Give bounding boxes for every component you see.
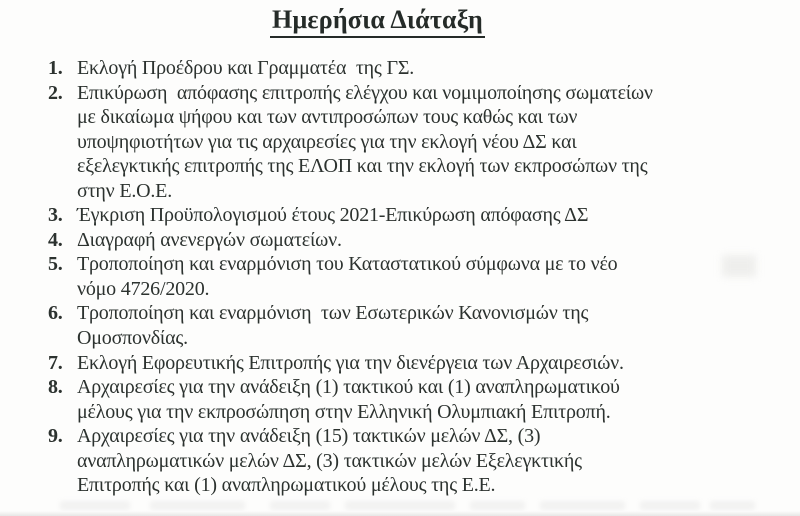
text-line: Επιτροπής και (1) αναπληρωματικού μέλους της Ε.Ε.: [77, 474, 496, 497]
text-line: υποψηφιοτήτων για τις αρχαιρεσίες για την εκλογή νέου ΔΣ και: [77, 130, 577, 153]
text-line: Ομοσπονδίας.: [77, 327, 188, 350]
list-item-text: [77, 228, 342, 253]
text-line: Τροποποίηση και εναρμόνιση των Εσωτερικών Κανονισμών της: [77, 302, 589, 325]
list-item-number: 5.: [48, 253, 63, 276]
list-item: [48, 56, 778, 81]
list-item: [48, 424, 778, 498]
text-line: Αρχαιρεσίες για την ανάδειξη (1) τακτικού και (1) αναπληρωματικού: [77, 376, 620, 399]
list-item-text: [77, 424, 582, 498]
title-container: [0, 5, 755, 38]
text-line: Έγκριση Προϋπολογισμού έτους 2021-Επικύρωση απόφασης ΔΣ: [77, 204, 589, 227]
text-line: Εκλογή Εφορευτικής Επιτροπής για την διενέργεια των Αρχαιρεσιών.: [77, 351, 624, 374]
text-line: Τροποποίηση και εναρμόνιση του Καταστατικού σύμφωνα με το νέο: [77, 253, 618, 276]
scan-artifact: [722, 255, 756, 277]
list-item: [48, 81, 778, 204]
list-item-number: 8.: [48, 376, 63, 399]
list-item-number: 6.: [48, 302, 63, 325]
page-title: Ημερήσια Διάταξη: [270, 5, 485, 38]
list-item: [48, 252, 778, 301]
list-item-text: [77, 301, 588, 350]
list-item-text: [77, 81, 653, 204]
list-item-number: 7.: [48, 351, 63, 374]
text-line: νόμο 4726/2020.: [77, 277, 210, 300]
text-line: αναπληρωματικών μελών ΔΣ, (3) τακτικών μελών Εξελεγκτικής: [77, 449, 582, 472]
list-item: [48, 301, 778, 350]
text-line: Επικύρωση απόφασης επιτροπής ελέγχου και νομιμοποίησης σωματείων: [77, 81, 653, 104]
text-line: μέλους για την εκπροσώπηση στην Ελληνική Ολυμπιακή Επιτροπή.: [77, 400, 611, 423]
list-item-number: 9.: [48, 425, 63, 448]
text-line: Διαγραφή ανενεργών σωματείων.: [77, 228, 342, 251]
list-item: [48, 228, 778, 253]
list-item: [48, 203, 778, 228]
text-line: εξελεγκτικής επιτροπής της ΕΛΟΠ και την εκλογή των εκπροσώπων της: [77, 155, 648, 178]
list-item-text: [77, 56, 414, 81]
list-item: [48, 351, 778, 376]
list-item-number: 4.: [48, 228, 63, 251]
list-item-text: [77, 375, 620, 424]
list-item-number: 2.: [48, 81, 63, 104]
list-item: [48, 375, 778, 424]
list-item-text: [77, 203, 588, 228]
list-item-number: 1.: [48, 57, 63, 79]
agenda-list: [48, 56, 778, 498]
text-line: Αρχαιρεσίες για την ανάδειξη (15) τακτικών μελών ΔΣ, (3): [77, 425, 541, 448]
list-item-number: 3.: [48, 204, 63, 227]
text-line: στην Ε.Ο.Ε.: [77, 179, 172, 202]
list-item-text: [77, 351, 624, 376]
page-bottom-edge: [0, 511, 800, 516]
text-line: Εκλογή Προέδρου και Γραμματέα της ΓΣ.: [77, 57, 415, 79]
text-line: με δικαίωμα ψήφου και των αντιπροσώπων τους καθώς και των: [77, 106, 578, 129]
list-item-text: [77, 252, 617, 301]
